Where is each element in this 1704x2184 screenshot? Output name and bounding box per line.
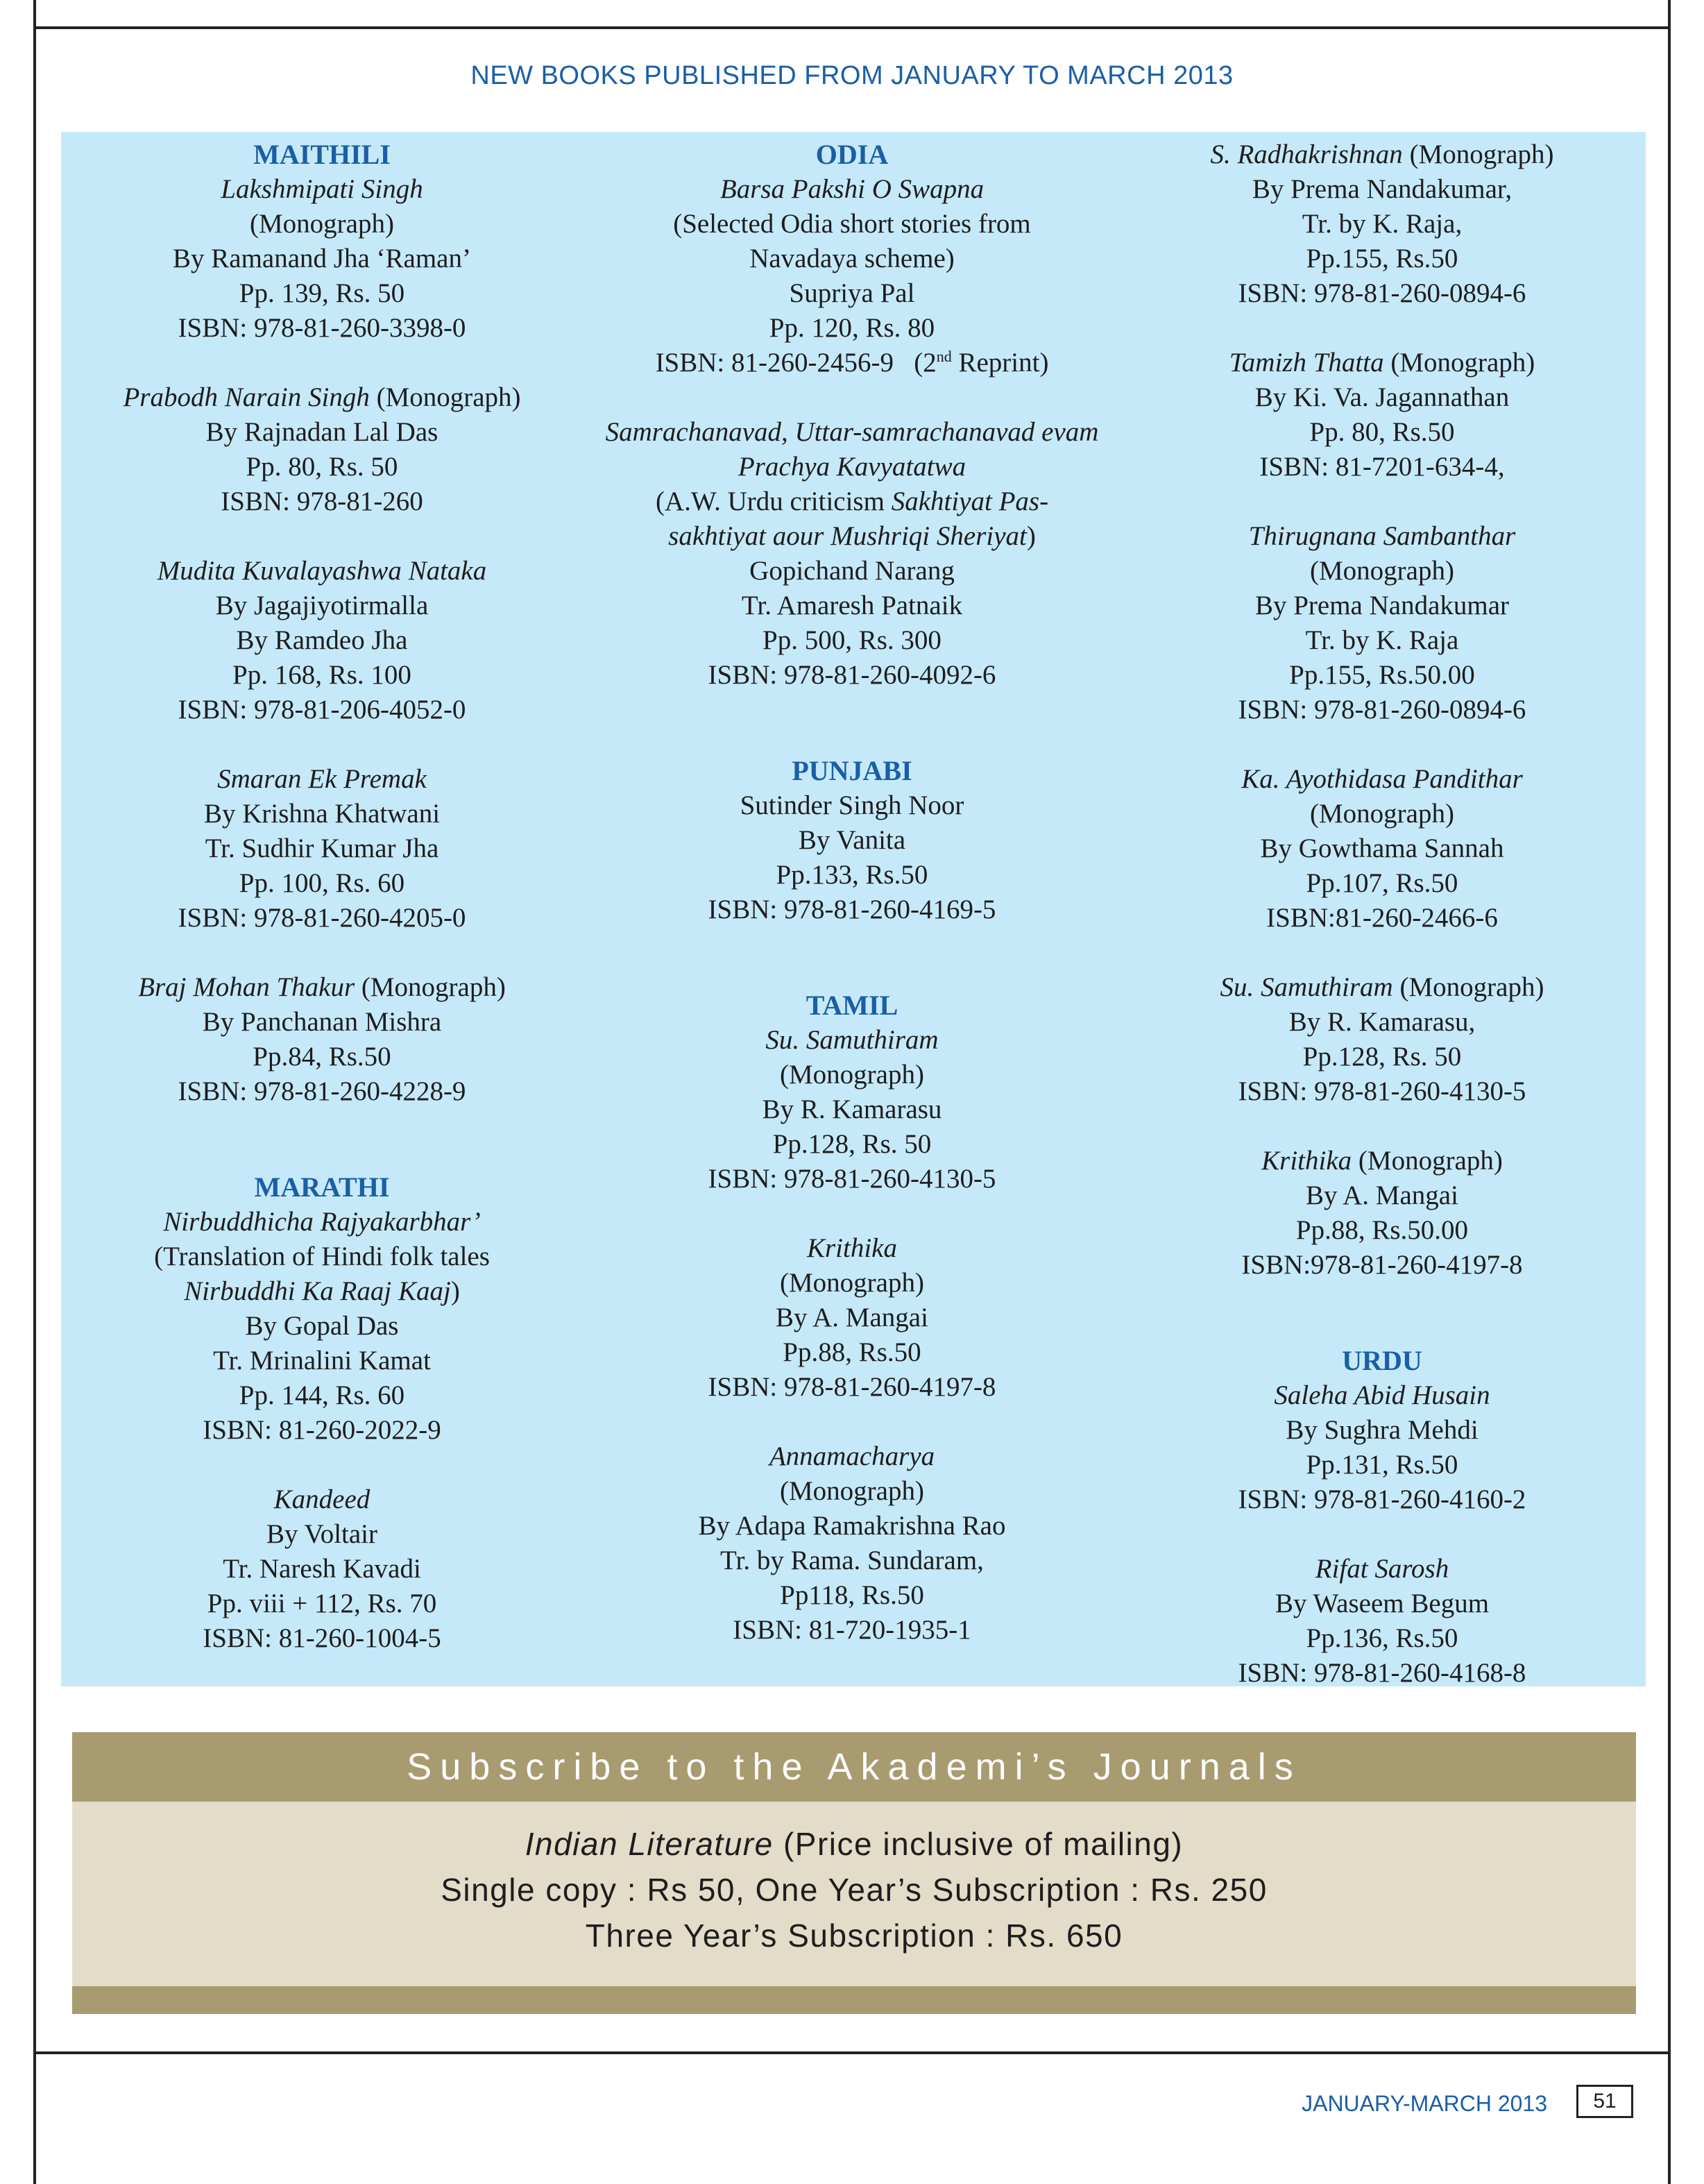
book-entry xyxy=(595,1231,1109,1405)
book-detail: ISBN: 978-81-260-4197-8 xyxy=(708,1372,996,1402)
book-detail: ISBN: 978-81-260-4169-5 xyxy=(708,895,996,924)
book-detail: ISBN: 978-81-260-4228-9 xyxy=(178,1076,466,1106)
book-entry xyxy=(1125,1378,1639,1517)
book-title-line xyxy=(1125,1378,1639,1413)
frame-top-rule xyxy=(33,0,1671,29)
language-heading: ODIA xyxy=(815,139,889,170)
subscription-journal-line xyxy=(72,1821,1636,1867)
book-detail: (Monograph) xyxy=(1310,556,1454,586)
book-title-line xyxy=(1125,346,1639,380)
book-detail: Tr. by K. Raja, xyxy=(1302,209,1463,239)
book-detail: Pp. 139, Rs. 50 xyxy=(239,278,405,308)
book-detail: Pp.88, Rs.50 xyxy=(783,1337,921,1367)
book-entry xyxy=(595,1023,1109,1196)
book-detail: Tr. by K. Raja xyxy=(1305,625,1459,655)
book-detail: (Monograph) xyxy=(780,1268,924,1298)
book-title: Braj Mohan Thakur xyxy=(138,972,355,1002)
book-title-line xyxy=(1125,519,1639,554)
book-title: Krithika xyxy=(1261,1146,1352,1176)
book-title-line xyxy=(1125,1552,1639,1586)
book-title-line xyxy=(65,762,579,797)
column-2 xyxy=(595,137,1109,1648)
book-title-line xyxy=(595,172,1109,207)
book-detail: ISBN: 81-260-2022-9 xyxy=(203,1415,441,1445)
section-gap xyxy=(595,727,1109,754)
book-detail: Pp. 500, Rs. 300 xyxy=(762,625,942,655)
book-entry xyxy=(65,172,579,346)
book-entry xyxy=(1125,1144,1639,1283)
book-detail: ISBN:978-81-260-4197-8 xyxy=(1241,1250,1523,1280)
book-title: Mudita Kuvalayashwa Nataka xyxy=(157,556,487,586)
book-detail: Pp.128, Rs. 50 xyxy=(772,1129,932,1159)
book-note-title: Sakhtiyat Pas- xyxy=(891,486,1049,516)
book-detail: Pp. 168, Rs. 100 xyxy=(232,660,411,690)
book-title-line xyxy=(65,380,579,415)
book-entry xyxy=(595,415,1109,693)
book-detail: Pp.155, Rs.50 xyxy=(1306,244,1458,273)
book-detail: By A. Mangai xyxy=(776,1303,928,1332)
book-note-line xyxy=(595,484,1109,519)
subscription-box xyxy=(72,1732,1636,2014)
book-title: Ka. Ayothidasa Pandithar xyxy=(1241,764,1523,794)
book-detail: ISBN: 81-720-1935-1 xyxy=(733,1615,971,1645)
book-detail: By Sughra Mehdi xyxy=(1286,1415,1479,1445)
book-detail: Pp.84, Rs.50 xyxy=(253,1042,391,1072)
book-title: Kandeed xyxy=(273,1484,370,1514)
book-detail: Navadaya scheme) xyxy=(749,244,955,273)
book-detail: ISBN: 978-81-260-4130-5 xyxy=(1238,1076,1526,1106)
book-title-line xyxy=(1125,762,1639,797)
book-detail: Tr. Sudhir Kumar Jha xyxy=(205,833,439,863)
book-entry xyxy=(65,762,579,936)
book-title: Thirugnana Sambanthar xyxy=(1248,521,1516,551)
book-title: Smaran Ek Premak xyxy=(217,764,427,794)
book-detail: Tr. by Rama. Sundaram, xyxy=(720,1546,984,1575)
frame-bottom-left-rule xyxy=(33,2051,36,2184)
book-entry xyxy=(65,970,579,1109)
book-title-line xyxy=(1125,1144,1639,1178)
book-title: Rifat Sarosh xyxy=(1315,1554,1449,1584)
book-detail: Pp. 120, Rs. 80 xyxy=(769,313,935,343)
book-detail: By Waseem Begum xyxy=(1275,1589,1490,1618)
book-note: ) xyxy=(450,1276,460,1306)
book-entry xyxy=(1125,137,1639,311)
book-title-line xyxy=(595,1439,1109,1474)
book-title-line xyxy=(595,1231,1109,1266)
book-title-line xyxy=(1125,970,1639,1005)
book-entry xyxy=(65,380,579,519)
section-gap xyxy=(65,1144,579,1170)
book-title: Nirbuddhicha Rajyakarbhar’ xyxy=(163,1207,481,1237)
book-entry xyxy=(1125,762,1639,936)
book-title: Tamizh Thatta xyxy=(1229,348,1384,378)
book-title: Su. Samuthiram xyxy=(765,1025,939,1055)
book-title: Su. Samuthiram xyxy=(1220,972,1393,1002)
book-detail: Pp. 80, Rs. 50 xyxy=(246,452,398,482)
book-format: (Monograph) xyxy=(1402,139,1554,169)
language-heading: TAMIL xyxy=(806,990,898,1021)
frame-bottom-rule xyxy=(33,2051,1671,2054)
language-heading: PUNJABI xyxy=(792,755,912,786)
book-title: Prabodh Narain Singh xyxy=(123,382,370,412)
book-detail: Gopichand Narang xyxy=(749,556,955,586)
book-title-line xyxy=(595,1023,1109,1058)
book-detail: ISBN: 978-81-260-4168-8 xyxy=(1238,1658,1526,1688)
book-note-line xyxy=(65,1274,579,1309)
book-entry xyxy=(1125,346,1639,484)
book-detail: ISBN: 81-260-1004-5 xyxy=(203,1623,441,1653)
book-detail: By Ramanand Jha ‘Raman’ xyxy=(173,244,471,273)
book-detail: ISBN: 81-7201-634-4, xyxy=(1259,452,1505,482)
book-detail: By Ramdeo Jha xyxy=(236,625,408,655)
subscription-prices-line: Single copy : Rs 50, One Year’s Subscription : Rs. 250 xyxy=(441,1872,1268,1908)
book-isbn: ISBN: 81-260-2456-9 xyxy=(655,348,894,378)
frame-bottom-right-rule xyxy=(1668,2051,1671,2184)
book-detail: ISBN: 978-81-260-0894-6 xyxy=(1238,695,1526,725)
book-detail: ISBN: 978-81-260-0894-6 xyxy=(1238,278,1526,308)
subscription-footer-band xyxy=(72,1986,1636,2014)
book-detail: By Rajnadan Lal Das xyxy=(205,417,438,447)
book-entry xyxy=(1125,1552,1639,1691)
book-entry xyxy=(1125,519,1639,727)
book-title-line xyxy=(1125,137,1639,172)
book-detail: ISBN: 978-81-260-3398-0 xyxy=(178,313,466,343)
book-isbn-line xyxy=(595,346,1109,380)
section-gap xyxy=(595,962,1109,988)
column-1 xyxy=(65,137,579,1656)
page-number: 51 xyxy=(1576,2085,1633,2118)
book-detail: Sutinder Singh Noor xyxy=(740,790,964,820)
book-detail: Supriya Pal xyxy=(789,278,915,308)
book-detail: By Krishna Khatwani xyxy=(203,799,441,829)
book-entry xyxy=(65,1482,579,1656)
book-detail: Pp.88, Rs.50.00 xyxy=(1295,1215,1469,1245)
book-entry xyxy=(65,1205,579,1448)
book-title: Saleha Abid Husain xyxy=(1274,1380,1490,1410)
book-format: (Monograph) xyxy=(1383,348,1535,378)
footer-issue-label: JANUARY-MARCH 2013 xyxy=(1302,2091,1547,2116)
page-heading: NEW BOOKS PUBLISHED FROM JANUARY TO MARCH 2013 xyxy=(470,61,1234,90)
journal-title: Indian Literature xyxy=(525,1826,774,1862)
book-entry xyxy=(595,172,1109,380)
book-detail: By A. Mangai xyxy=(1306,1180,1458,1210)
book-entry xyxy=(595,788,1109,927)
book-entry xyxy=(595,1439,1109,1648)
book-detail: By Adapa Ramakrishna Rao xyxy=(698,1511,1006,1541)
book-detail: (Monograph) xyxy=(780,1060,924,1090)
book-note: ) xyxy=(1026,521,1036,551)
book-detail: ISBN: 978-81-260-4205-0 xyxy=(178,903,466,933)
book-detail: Tr. Amaresh Patnaik xyxy=(741,591,963,620)
frame-right-rule xyxy=(1668,0,1671,2054)
book-title-line xyxy=(65,1205,579,1239)
language-heading: URDU xyxy=(1342,1345,1422,1376)
book-detail: By Gopal Das xyxy=(245,1311,399,1341)
book-detail: (Monograph) xyxy=(250,209,394,239)
book-detail: Pp.155, Rs.50.00 xyxy=(1289,660,1475,690)
column-3 xyxy=(1125,137,1639,1691)
book-detail: By Jagajiyotirmalla xyxy=(215,591,429,620)
book-detail: By Ki. Va. Jagannathan xyxy=(1254,382,1510,412)
book-title-line xyxy=(65,554,579,589)
book-detail: By Voltair xyxy=(266,1519,377,1549)
book-detail: (Selected Odia short stories from xyxy=(673,209,1031,239)
language-heading: MAITHILI xyxy=(253,139,391,170)
reprint-note: (2 xyxy=(914,348,937,378)
book-title-line xyxy=(595,415,1109,450)
book-detail: By R. Kamarasu, xyxy=(1288,1007,1476,1037)
book-detail: By Vanita xyxy=(798,825,906,855)
book-format: (Monograph) xyxy=(369,382,521,412)
book-title: Lakshmipati Singh xyxy=(221,174,423,204)
book-detail: Pp.136, Rs.50 xyxy=(1306,1623,1458,1653)
subscription-three-year-line: Three Year’s Subscription : Rs. 650 xyxy=(585,1918,1123,1954)
book-title: Annamacharya xyxy=(769,1441,935,1471)
book-detail: Pp. 144, Rs. 60 xyxy=(239,1380,405,1410)
subscription-header: Subscribe to the Akademi’s Journals xyxy=(72,1732,1636,1802)
book-detail: By Prema Nandakumar, xyxy=(1252,174,1513,204)
book-format: (Monograph) xyxy=(355,972,506,1002)
book-detail: (Translation of Hindi folk tales xyxy=(154,1242,490,1271)
book-entry xyxy=(1125,970,1639,1109)
book-title: Krithika xyxy=(806,1233,897,1263)
book-detail: Pp. viii + 112, Rs. 70 xyxy=(207,1589,437,1618)
book-detail: Tr. Mrinalini Kamat xyxy=(213,1346,431,1375)
book-detail: Pp.133, Rs.50 xyxy=(776,860,928,890)
book-format: (Monograph) xyxy=(1352,1146,1503,1176)
book-detail: Pp. 80, Rs.50 xyxy=(1309,417,1455,447)
book-detail: Tr. Naresh Kavadi xyxy=(223,1554,421,1584)
book-note-line xyxy=(595,519,1109,554)
book-detail: (Monograph) xyxy=(1310,799,1454,829)
book-note-title: sakhtiyat aour Mushriqi Sheriyat xyxy=(668,521,1027,551)
book-detail: Pp.107, Rs.50 xyxy=(1306,868,1458,898)
frame-left-rule xyxy=(33,0,36,2054)
book-detail: By Gowthama Sannah xyxy=(1260,833,1504,863)
book-detail: ISBN: 978-81-260 xyxy=(221,486,423,516)
book-title-line xyxy=(65,172,579,207)
book-detail: ISBN: 978-81-260-4160-2 xyxy=(1238,1484,1526,1514)
book-title: Barsa Pakshi O Swapna xyxy=(719,174,985,204)
book-detail: Pp118, Rs.50 xyxy=(780,1580,924,1610)
book-detail: ISBN: 978-81-260-4092-6 xyxy=(708,660,996,690)
book-detail: ISBN: 978-81-260-4130-5 xyxy=(708,1164,996,1194)
book-note: (A.W. Urdu criticism xyxy=(655,486,892,516)
book-detail: ISBN:81-260-2466-6 xyxy=(1266,903,1498,933)
book-title-line xyxy=(65,970,579,1005)
book-detail: By R. Kamarasu xyxy=(762,1094,942,1124)
book-detail: By Prema Nandakumar xyxy=(1254,591,1510,620)
book-title-line xyxy=(65,1482,579,1517)
book-note-title: Nirbuddhi Ka Raaj Kaaj xyxy=(184,1276,451,1306)
book-detail: By Panchanan Mishra xyxy=(202,1007,442,1037)
book-detail: Pp.128, Rs. 50 xyxy=(1302,1042,1462,1072)
book-title-line: Prachya Kavyatatwa xyxy=(738,452,966,482)
book-title: S. Radhakrishnan xyxy=(1210,139,1403,169)
reprint-ordinal: nd xyxy=(936,348,952,365)
language-heading: MARATHI xyxy=(254,1171,390,1203)
book-title: Samrachanavad, Uttar-samrachanavad evam xyxy=(605,417,1099,447)
book-entry xyxy=(65,554,579,727)
journal-price-note: (Price inclusive of mailing) xyxy=(773,1826,1184,1862)
section-gap xyxy=(1125,1317,1639,1344)
book-detail: ISBN: 978-81-206-4052-0 xyxy=(178,695,466,725)
subscription-details xyxy=(72,1821,1636,1958)
book-format: (Monograph) xyxy=(1392,972,1544,1002)
book-detail: Pp.131, Rs.50 xyxy=(1306,1450,1458,1480)
reprint-note: Reprint) xyxy=(951,348,1049,378)
book-detail: (Monograph) xyxy=(780,1476,924,1506)
book-detail: Pp. 100, Rs. 60 xyxy=(239,868,405,898)
